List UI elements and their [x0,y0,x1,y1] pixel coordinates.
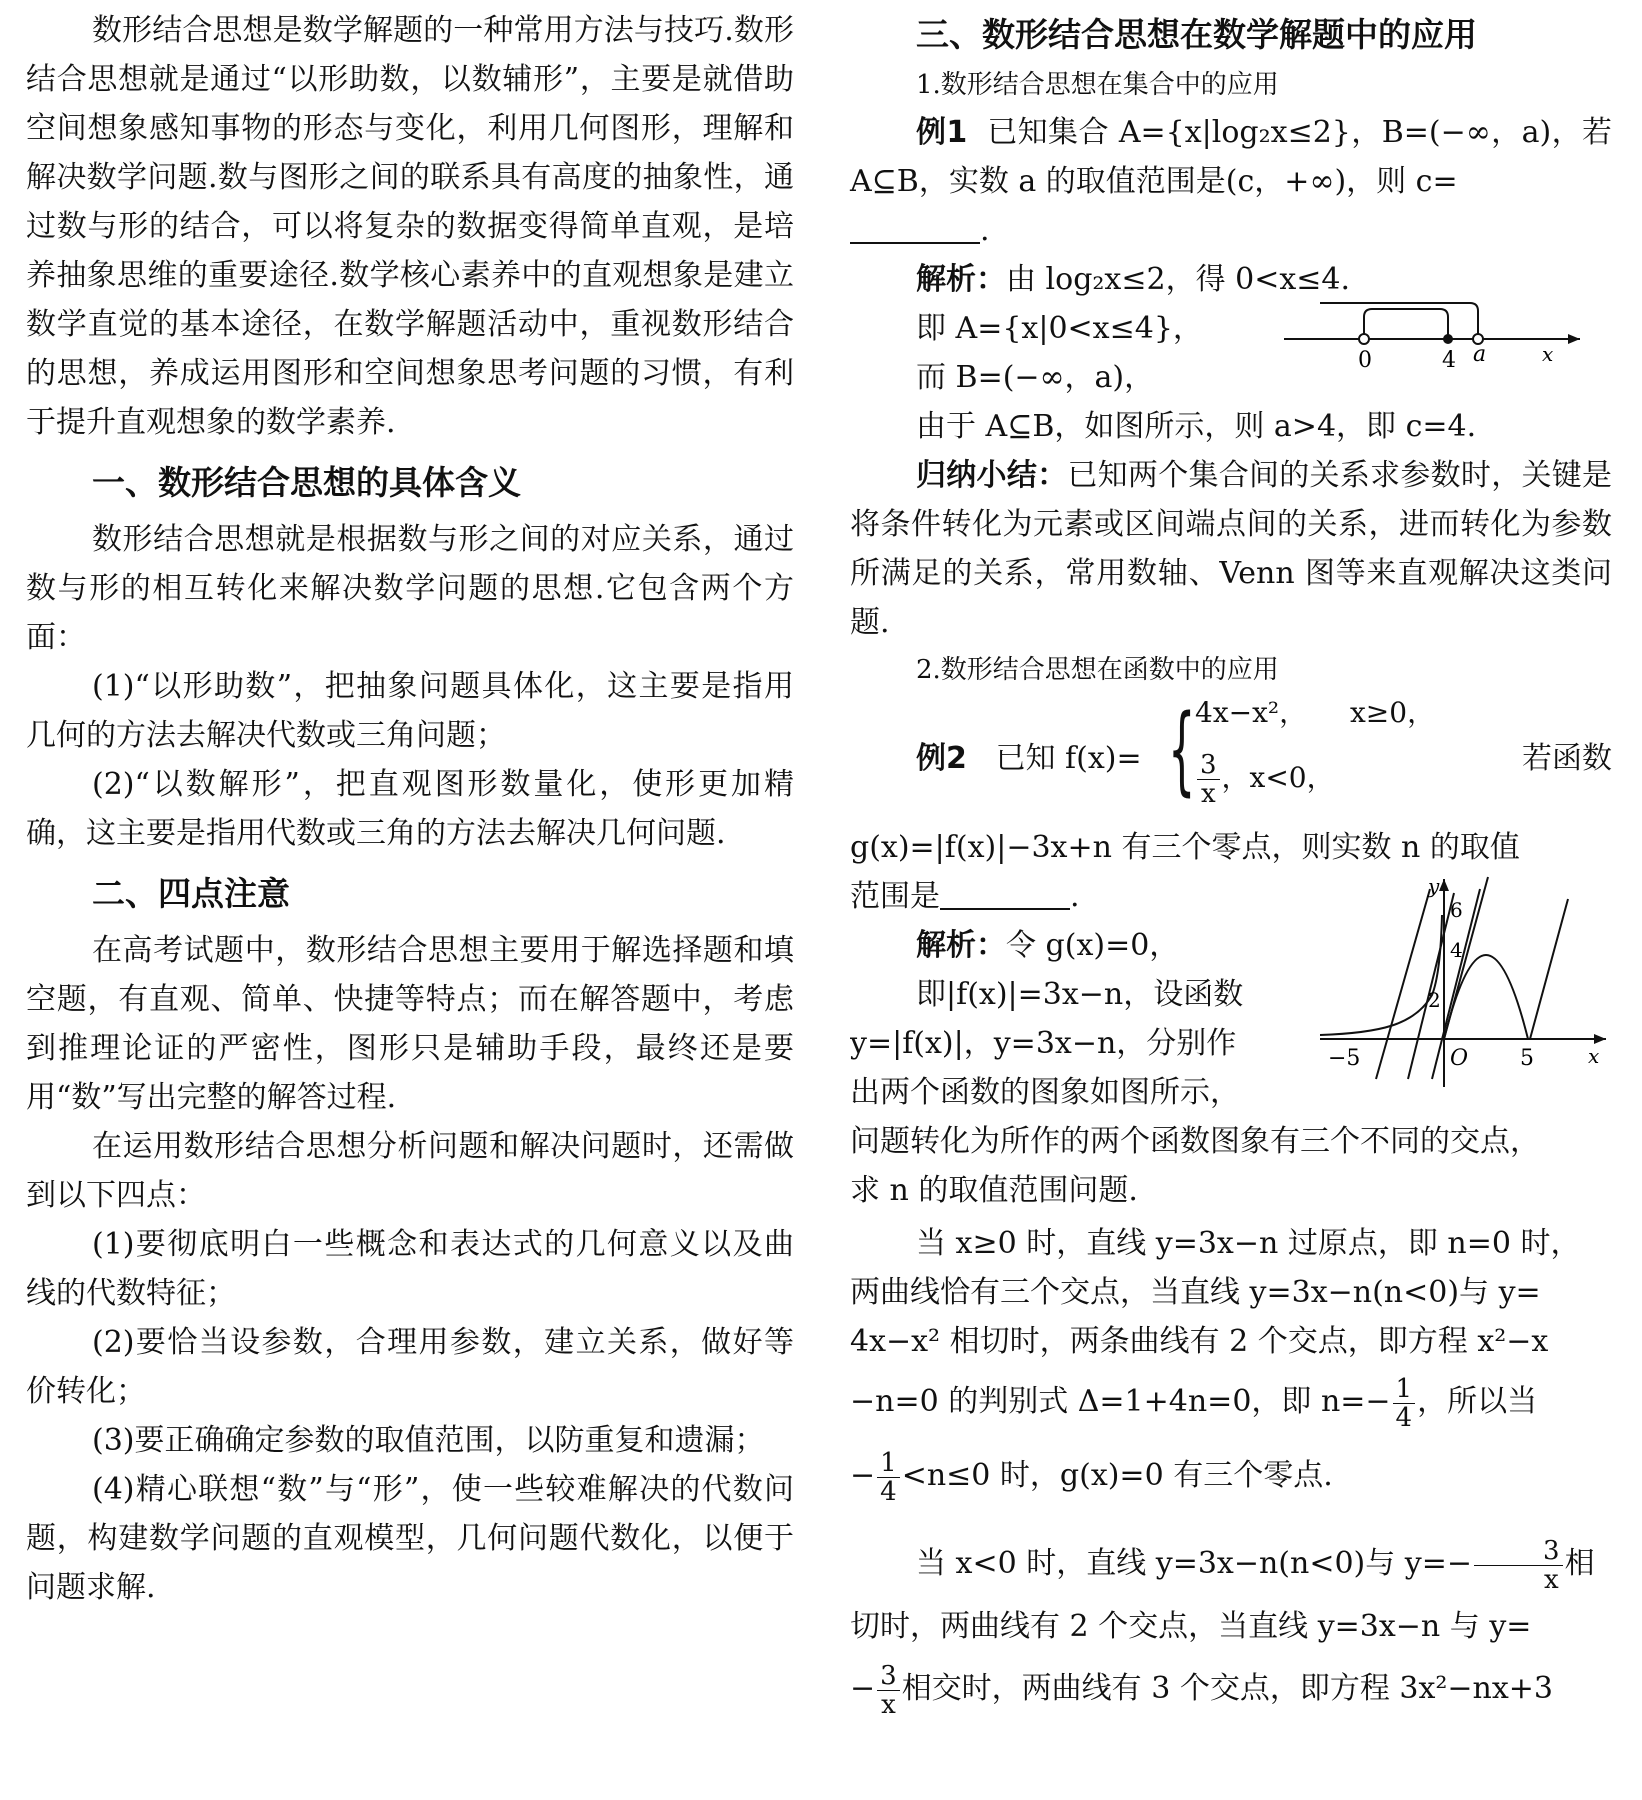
note-item-3: (3)要正确确定参数的取值范围，以防重复和遗漏； [92,1423,765,1458]
analysis-a5-post: <n≤0 时，g(x)=0 有三个零点. [901,1458,1333,1493]
label-0: 0 [1358,348,1372,373]
fraction-quarter-1 [1393,1375,1416,1432]
example-2-header [850,693,1612,823]
number-line-figure [1280,295,1600,375]
solution-label: 解析： [916,262,1006,297]
fraction-quarter-2 [877,1449,900,1506]
number-line-arrow [1568,334,1580,344]
summary-label: 归纳小结： [916,458,1068,493]
example-2-intro [916,733,1142,777]
case-2-den: x [1200,779,1216,809]
fraction-3x-1-den: x [1543,1564,1559,1595]
meaning-paragraph: 数形结合思想就是根据数与形之间的对应关系，通过数与形的相互转化来解决数学问题的思想.它包含两个方面： [26,522,794,655]
analysis-a-line-3: 4x−x² 相切时，两条曲线有 2 个交点，即方程 x²−x [850,1324,1549,1359]
fraction-quarter-1-den: 4 [1395,1402,1413,1433]
example-2-post: 若函数 [1522,741,1612,776]
subsection-1-title: 1.数形结合思想在集合中的应用 [916,70,1279,100]
analysis-a-line-4 [850,1366,1612,1438]
case-1-cond: x≥0， [1350,696,1436,729]
analysis-a4-pre: −n=0 的判别式 Δ=1+4n=0，即 n=− [850,1384,1391,1419]
case-1-expr: 4x−x²， [1195,696,1308,729]
tick-5: 5 [1520,1046,1534,1071]
open-point-0 [1359,334,1369,344]
solution-2-line-5: 问题转化为所作的两个函数图象有三个不同的交点， [850,1124,1540,1159]
intro-paragraph: 数形结合思想是数学解题的一种常用方法与技巧.数形结合思想就是通过“以形助数，以数辅形”，主要是就借助空间想象感知事物的形态与变化，利用几何图形，理解和解决数学问题.数与图形之间的联系具有高度的抽象性，通过数与形的结合，可以将复杂的数据变得简单直观，是培养抽象思维的重要途径.数学核心素养中的直观想象是建立数学直觉的基本途径，在数学解题活动中，重视数形结合的思想，养成运用图形和空间想象思考问题的习惯，有利于提升直观想象的数学素养. [26,13,794,440]
analysis-a4-post: ，所以当 [1417,1384,1538,1419]
solution-1-line-3: 而 B=(−∞，a)， [916,360,1155,395]
example-2-range: 范围是 [850,879,940,914]
solution-1-line-4: 由于 A⊆B，如图所示，则 a>4，即 c=4. [916,409,1477,444]
curve-parabola [1444,955,1528,1039]
notes-paragraph: 在高考试题中，数形结合思想主要用于解选择题和填空题，有直观、简单、快捷等特点；而在解答题中，考虑到推理论证的严密性，图形只是辅助手段，最终还是要用“数”写出完整的解答过程. [26,933,794,1115]
section-heading-2: 二、四点注意 [92,874,290,913]
analysis-a-line-2: 两曲线恰有三个交点，当直线 y=3x−n(n<0)与 y= [850,1275,1541,1310]
tick-4: 4 [1450,938,1463,962]
solution-2-line-2: 即|f(x)|=3x−n，设函数 [916,977,1244,1012]
solution-2-line-4: 出两个函数的图象如图所示， [850,1075,1240,1110]
right-column [850,0,1612,1727]
graph-x-label: x [1588,1044,1600,1068]
tick-2: 2 [1428,988,1441,1012]
left-column [26,0,794,1612]
label-4: 4 [1442,348,1456,373]
analysis-b1-pre: 当 x<0 时，直线 y=3x−n(n<0)与 y=− [916,1546,1473,1581]
subsection-2-title: 2.数形结合思想在函数中的应用 [916,655,1279,685]
solution-2-text-1: 令 g(x)=0， [1006,928,1180,963]
analysis-b3-pre: − [850,1671,876,1706]
analysis-a-line-1: 当 x≥0 时，直线 y=3x−n 过原点，即 n=0 时， [916,1226,1581,1261]
summary-paragraph [850,451,1612,647]
answer-blank-2 [940,880,1070,910]
example-2-line-2: g(x)=|f(x)|−3x+n 有三个零点，则实数 n 的取值 [850,830,1520,865]
analysis-b-line-1 [850,1526,1612,1602]
analysis-b1-post: 相 [1564,1546,1595,1581]
solution-2-label: 解析： [916,928,1006,963]
set-a-bracket [1364,309,1448,339]
case-2-num: 3 [1197,751,1220,780]
fraction-quarter-2-den: 4 [880,1476,897,1507]
fraction-3x-1 [1474,1537,1563,1594]
example-2-pre: 已知 f(x)= [995,741,1142,776]
line-1 [1376,889,1430,1079]
fraction-3x-2-num: 3 [877,1662,900,1691]
case-2-cond: ，x<0， [1221,761,1335,794]
solution-1-block [850,255,1612,451]
tick-origin: O [1450,1046,1469,1071]
graph-y-label: y [1428,875,1440,898]
line-5 [1530,899,1568,1039]
section-heading-1: 一、数形结合思想的具体含义 [92,463,521,502]
fraction-quarter-1-num: 1 [1393,1375,1416,1404]
solution-2-line-3: y=|f(x)|，y=3x−n，分别作 [850,1026,1237,1061]
meaning-item-1: (1)“以形助数”，把抽象问题具体化，这主要是指用几何的方法去解决代数或三角问题； [26,669,794,753]
fraction-3x-1-num: 3 [1474,1537,1563,1566]
note-item-2: (2)要恰当设参数，合理用参数，建立关系，做好等价转化； [26,1325,794,1409]
label-a: a [1473,342,1487,367]
example-1-end: . [980,213,990,248]
fraction-3x-2-den: x [881,1689,896,1720]
label-x: x [1542,342,1554,366]
fraction-3x-2 [877,1662,900,1719]
analysis-b3-post: 相交时，两曲线有 3 个交点，即方程 3x²−nx+3 [901,1671,1554,1706]
solution-1-line-2: 即 A={x|0<x≤4}， [916,311,1203,346]
example-1 [850,108,1612,255]
example-2-label: 例2 [916,741,967,776]
analysis-a5-pre: − [850,1458,876,1493]
tick-neg5: −5 [1328,1046,1361,1071]
line-2 [1408,893,1454,1079]
note-item-1: (1)要彻底明白一些概念和表达式的几何意义以及曲线的代数特征； [26,1227,794,1311]
solution-2-line-6: 求 n 的取值范围问题. [850,1173,1138,1208]
example-1-label: 例1 [916,115,968,150]
meaning-item-2: (2)“以数解形”，把直观图形数量化，使形更加精确，这主要是指用代数或三角的方法去解决几何问题. [26,767,794,851]
section-heading-3: 三、数形结合思想在数学解题中的应用 [916,15,1477,54]
example-2-end: . [1070,879,1080,914]
fraction-quarter-2-num: 1 [877,1449,900,1478]
note-item-4: (4)精心联想“数”与“形”，使一些较难解决的代数问题，构建数学问题的直观模型，几何问题代数化，以便于问题求解. [26,1472,794,1605]
piecewise-brace: { [1168,694,1196,806]
tick-6: 6 [1450,898,1463,922]
graph-x-arrow [1594,1034,1606,1044]
function-graph [1320,875,1610,1091]
analysis-a-line-5 [850,1438,1612,1514]
notes-intro: 在运用数形结合思想分析问题和解决问题时，还需做到以下四点： [26,1129,794,1213]
summary-text: 已知两个集合间的关系求参数时，关键是将条件转化为元素或区间端点间的关系，进而转化为参数所满足的关系，常用数轴、Venn 图等来直观解决这类问题. [850,458,1613,640]
analysis-b-line-2: 切时，两曲线有 2 个交点，当直线 y=3x−n 与 y= [850,1609,1532,1644]
closed-point-4 [1443,334,1453,344]
answer-blank-1 [850,214,980,244]
graph-y-arrow [1439,879,1449,891]
solution-1-text-1: 由 log₂x≤2，得 0<x≤4. [1006,262,1351,297]
analysis-b-line-3 [850,1651,1612,1727]
example-1-text: 已知集合 A={x|log₂x≤2}，B=(−∞，a)，若 A⊆B，实数 a 的取值范围是(c，+∞)，则 c= [850,115,1613,199]
case-2 [1195,751,1335,808]
case-2-fraction [1197,751,1220,808]
